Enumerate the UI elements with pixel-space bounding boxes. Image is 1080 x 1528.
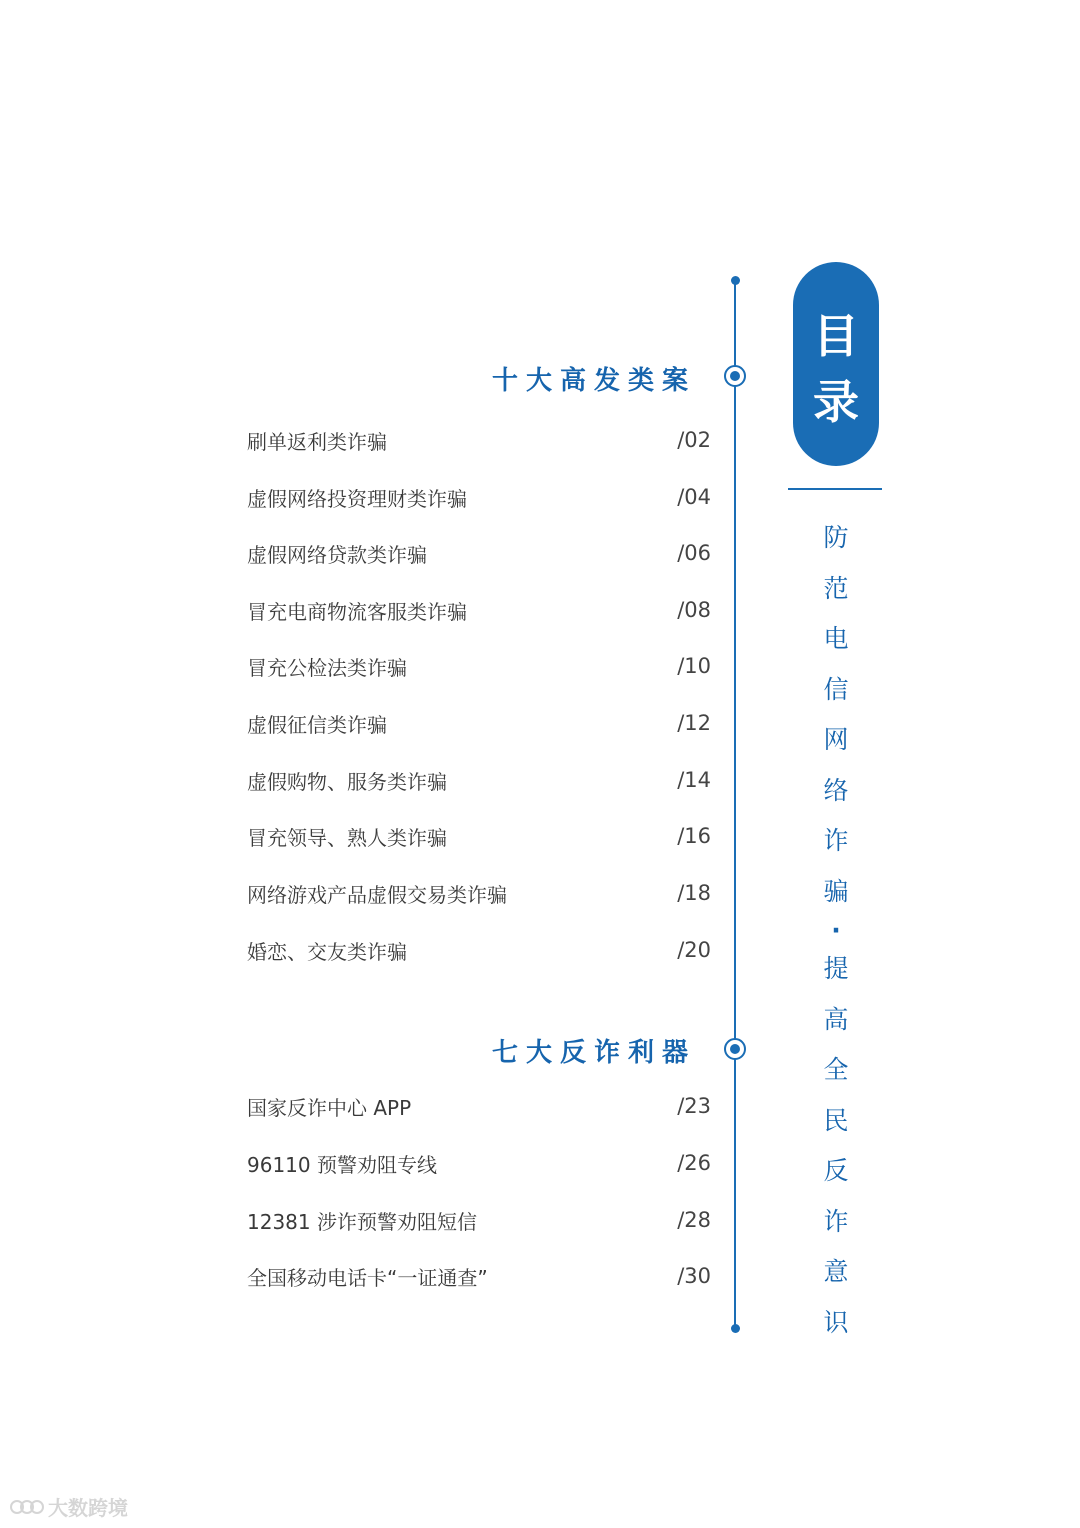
toc-entry-label: 96110 预警劝阻专线 [247, 1152, 437, 1177]
subtitle-char: 范 [823, 573, 849, 603]
toc-entry[interactable] [247, 651, 711, 681]
toc-entry[interactable] [247, 1261, 711, 1291]
subtitle-char: 民 [823, 1105, 849, 1135]
watermark-text: 大数跨境 [48, 1496, 128, 1520]
subtitle-char: 诈 [823, 1206, 849, 1236]
toc-entry-page: /20 [677, 938, 711, 962]
toc-entry-page: /04 [677, 485, 711, 509]
toc-title-char: 录 [813, 375, 859, 429]
subtitle-char: 电 [823, 624, 849, 653]
section-2-node-icon [724, 1038, 746, 1060]
subtitle-char: 全 [823, 1055, 849, 1084]
toc-entry-page: /26 [677, 1151, 711, 1175]
toc-entry-page: /18 [677, 881, 711, 905]
timeline-line [734, 281, 736, 1329]
toc-entry[interactable] [247, 595, 711, 625]
toc-entry-page: /12 [677, 711, 711, 735]
toc-entry-label: 婚恋、交友类诈骗 [247, 939, 407, 964]
toc-entry-label: 冒充电商物流客服类诈骗 [247, 599, 467, 624]
toc-entry-label: 冒充公检法类诈骗 [247, 655, 407, 680]
toc-title-char: 目 [813, 309, 859, 363]
toc-entry[interactable] [247, 1091, 711, 1121]
vertical-subtitle [822, 518, 850, 1353]
subtitle-char: 网 [823, 725, 849, 754]
timeline-start-dot [731, 276, 740, 285]
toc-entry-label: 刷单返利类诈骗 [247, 429, 387, 454]
toc-entry-label: 虚假网络贷款类诈骗 [247, 542, 427, 567]
subtitle-char: 诈 [823, 826, 849, 855]
toc-entry-label: 国家反诈中心 APP [247, 1095, 412, 1120]
section-title-tools: 七大反诈利器 [491, 1038, 696, 1068]
subtitle-char: 防 [823, 523, 849, 552]
toc-entry-label: 虚假征信类诈骗 [247, 712, 387, 737]
toc-entry[interactable] [247, 708, 711, 738]
toc-entry[interactable] [247, 821, 711, 851]
toc-entry[interactable] [247, 1148, 711, 1178]
toc-entry-label: 虚假网络投资理财类诈骗 [247, 486, 467, 511]
side-divider [788, 488, 882, 490]
toc-entry-label: 全国移动电话卡“一证通查” [247, 1265, 488, 1290]
toc-entry-label: 虚假购物、服务类诈骗 [247, 769, 447, 794]
subtitle-char: 骗 [823, 876, 849, 906]
toc-entry[interactable] [247, 1205, 711, 1235]
watermark-logo-icon [10, 1497, 44, 1517]
toc-entry[interactable] [247, 765, 711, 795]
timeline-end-dot [731, 1324, 740, 1333]
toc-entry-page: /28 [677, 1208, 711, 1232]
section-1-node-icon [724, 365, 746, 387]
toc-entry[interactable] [247, 482, 711, 512]
subtitle-separator: · [831, 916, 841, 945]
subtitle-char: 识 [823, 1307, 849, 1337]
toc-entry-page: /08 [677, 598, 711, 622]
toc-entry-page: /30 [677, 1264, 711, 1288]
toc-entry-label: 网络游戏产品虚假交易类诈骗 [247, 882, 507, 907]
toc-entry-label: 12381 涉诈预警劝阻短信 [247, 1209, 477, 1234]
section-title-cases: 十大高发类案 [491, 366, 696, 396]
toc-entry-page: /02 [677, 428, 711, 452]
subtitle-char: 络 [823, 775, 849, 805]
toc-entry-label: 冒充领导、熟人类诈骗 [247, 825, 447, 850]
subtitle-char: 意 [823, 1257, 849, 1286]
toc-entry-page: /10 [677, 654, 711, 678]
toc-entry-page: /14 [677, 768, 711, 792]
toc-entry-page: /16 [677, 824, 711, 848]
toc-title-badge [793, 262, 879, 466]
toc-entry-page: /23 [677, 1094, 711, 1118]
toc-entry[interactable] [247, 425, 711, 455]
subtitle-char: 反 [823, 1156, 849, 1185]
subtitle-char: 信 [823, 674, 849, 704]
toc-entry[interactable] [247, 878, 711, 908]
subtitle-char: 提 [823, 954, 849, 983]
subtitle-char: 高 [823, 1004, 849, 1034]
toc-entry-page: /06 [677, 541, 711, 565]
watermark [10, 1492, 128, 1521]
toc-entry[interactable] [247, 935, 711, 965]
toc-entry[interactable] [247, 538, 711, 568]
